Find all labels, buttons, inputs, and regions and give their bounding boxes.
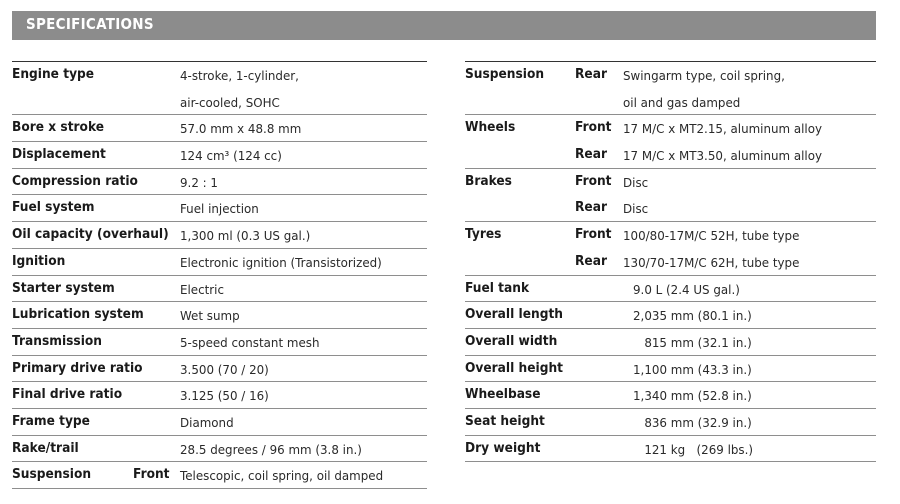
spec-label: Fuel system xyxy=(12,200,95,216)
spec-row xyxy=(465,249,876,276)
spec-value: 17 M/C x MT3.50, aluminum alloy xyxy=(623,148,823,164)
spec-row xyxy=(12,409,427,436)
spec-value: Swingarm type, coil spring, xyxy=(623,68,785,83)
spec-value: 3.125 (50 / 16) xyxy=(180,388,269,404)
spec-value: 1,300 ml (0.3 US gal.) xyxy=(180,228,311,244)
spec-sublabel: Front xyxy=(575,173,612,189)
spec-sublabel: Front xyxy=(575,120,612,136)
spec-label: Fuel tank xyxy=(465,280,530,296)
spec-label: Tyres xyxy=(465,227,502,243)
spec-value: 1,340 mm (52.8 in.) xyxy=(633,388,752,404)
specifications-banner xyxy=(12,11,876,40)
spec-label: Transmission xyxy=(12,333,103,349)
spec-label: Overall length xyxy=(465,307,564,323)
spec-sublabel: Front xyxy=(575,227,612,243)
spec-value: 28.5 degrees / 96 mm (3.8 in.) xyxy=(180,441,362,457)
spec-label: Brakes xyxy=(465,173,512,189)
spec-label: Suspension xyxy=(465,67,545,82)
right-spec-column xyxy=(465,61,876,462)
spec-sublabel: Front xyxy=(133,467,170,483)
spec-value: 121 kg (269 lbs.) xyxy=(633,441,754,457)
spec-label: Bore x stroke xyxy=(12,120,105,136)
spec-label: Primary drive ratio xyxy=(12,360,143,376)
spec-value: 4-stroke, 1-cylinder, xyxy=(180,68,299,83)
spec-value: 100/80-17M/C 52H, tube type xyxy=(623,228,800,244)
spec-row xyxy=(12,302,427,329)
spec-row xyxy=(465,222,876,249)
spec-row xyxy=(12,356,427,383)
spec-value: 5-speed constant mesh xyxy=(180,334,320,350)
spec-label: Final drive ratio xyxy=(12,387,123,403)
spec-value: 2,035 mm (80.1 in.) xyxy=(633,308,752,324)
spec-label: Dry weight xyxy=(465,440,541,456)
spec-row xyxy=(465,382,876,409)
spec-label: Suspension xyxy=(12,467,92,483)
spec-label: Overall width xyxy=(465,333,558,349)
spec-label: Compression ratio xyxy=(12,173,138,189)
spec-row xyxy=(12,382,427,409)
spec-row xyxy=(465,142,876,169)
spec-row xyxy=(12,436,427,463)
spec-row xyxy=(465,62,876,89)
spec-sublabel: Rear xyxy=(575,253,607,269)
spec-row xyxy=(12,329,427,356)
spec-row xyxy=(465,195,876,222)
spec-label: Oil capacity (overhaul) xyxy=(12,227,169,243)
spec-row xyxy=(465,276,876,303)
spec-sublabel: Rear xyxy=(575,147,607,163)
page-title: SPECIFICATIONS xyxy=(26,15,154,33)
spec-value: Wet sump xyxy=(180,308,240,324)
spec-label: Ignition xyxy=(12,253,66,269)
spec-sublabel: Rear xyxy=(575,67,607,82)
spec-value: Disc xyxy=(623,201,649,217)
spec-value: Fuel injection xyxy=(180,201,259,217)
left-spec-column xyxy=(12,61,427,489)
spec-label: Engine type xyxy=(12,67,95,82)
spec-value: 3.500 (70 / 20) xyxy=(180,361,269,377)
spec-label: Displacement xyxy=(12,147,106,163)
spec-row xyxy=(465,409,876,436)
spec-row xyxy=(12,169,427,196)
spec-value: air-cooled, SOHC xyxy=(180,94,280,110)
spec-value: 1,100 mm (43.3 in.) xyxy=(633,361,752,377)
spec-row xyxy=(465,329,876,356)
spec-value: Telescopic, coil spring, oil damped xyxy=(180,468,384,484)
spec-row xyxy=(12,249,427,276)
spec-label: Lubrication system xyxy=(12,307,144,323)
spec-row xyxy=(12,195,427,222)
spec-row xyxy=(12,115,427,142)
spec-value: Electric xyxy=(180,281,225,297)
spec-row xyxy=(12,89,427,116)
spec-value: Diamond xyxy=(180,414,234,430)
spec-row xyxy=(12,462,427,489)
spec-label: Wheels xyxy=(465,120,516,136)
spec-row xyxy=(465,169,876,196)
spec-row xyxy=(465,302,876,329)
spec-value: 124 cm³ (124 cc) xyxy=(180,148,282,164)
spec-label: Overall height xyxy=(465,360,564,376)
spec-row xyxy=(12,62,427,89)
spec-value: 836 mm (32.9 in.) xyxy=(633,414,752,430)
spec-value: 130/70-17M/C 62H, tube type xyxy=(623,254,800,270)
spec-value: 9.0 L (2.4 US gal.) xyxy=(633,281,740,297)
spec-row xyxy=(465,115,876,142)
spec-value: Electronic ignition (Transistorized) xyxy=(180,254,382,270)
spec-label: Starter system xyxy=(12,280,115,296)
spec-label: Seat height xyxy=(465,413,545,429)
spec-row xyxy=(12,222,427,249)
spec-sublabel: Rear xyxy=(575,200,607,216)
spec-row xyxy=(12,276,427,303)
spec-value: Disc xyxy=(623,174,649,190)
spec-value: 815 mm (32.1 in.) xyxy=(633,334,752,350)
spec-value: 9.2 : 1 xyxy=(180,174,218,190)
spec-label: Frame type xyxy=(12,413,90,429)
spec-value: 57.0 mm x 48.8 mm xyxy=(180,121,302,137)
spec-value: 17 M/C x MT2.15, aluminum alloy xyxy=(623,121,823,137)
spec-value: oil and gas damped xyxy=(623,94,741,110)
spec-row xyxy=(12,142,427,169)
spec-label: Rake/trail xyxy=(12,440,79,456)
spec-label: Wheelbase xyxy=(465,387,541,403)
spec-row xyxy=(465,89,876,116)
spec-row xyxy=(465,356,876,383)
spec-row xyxy=(465,436,876,463)
